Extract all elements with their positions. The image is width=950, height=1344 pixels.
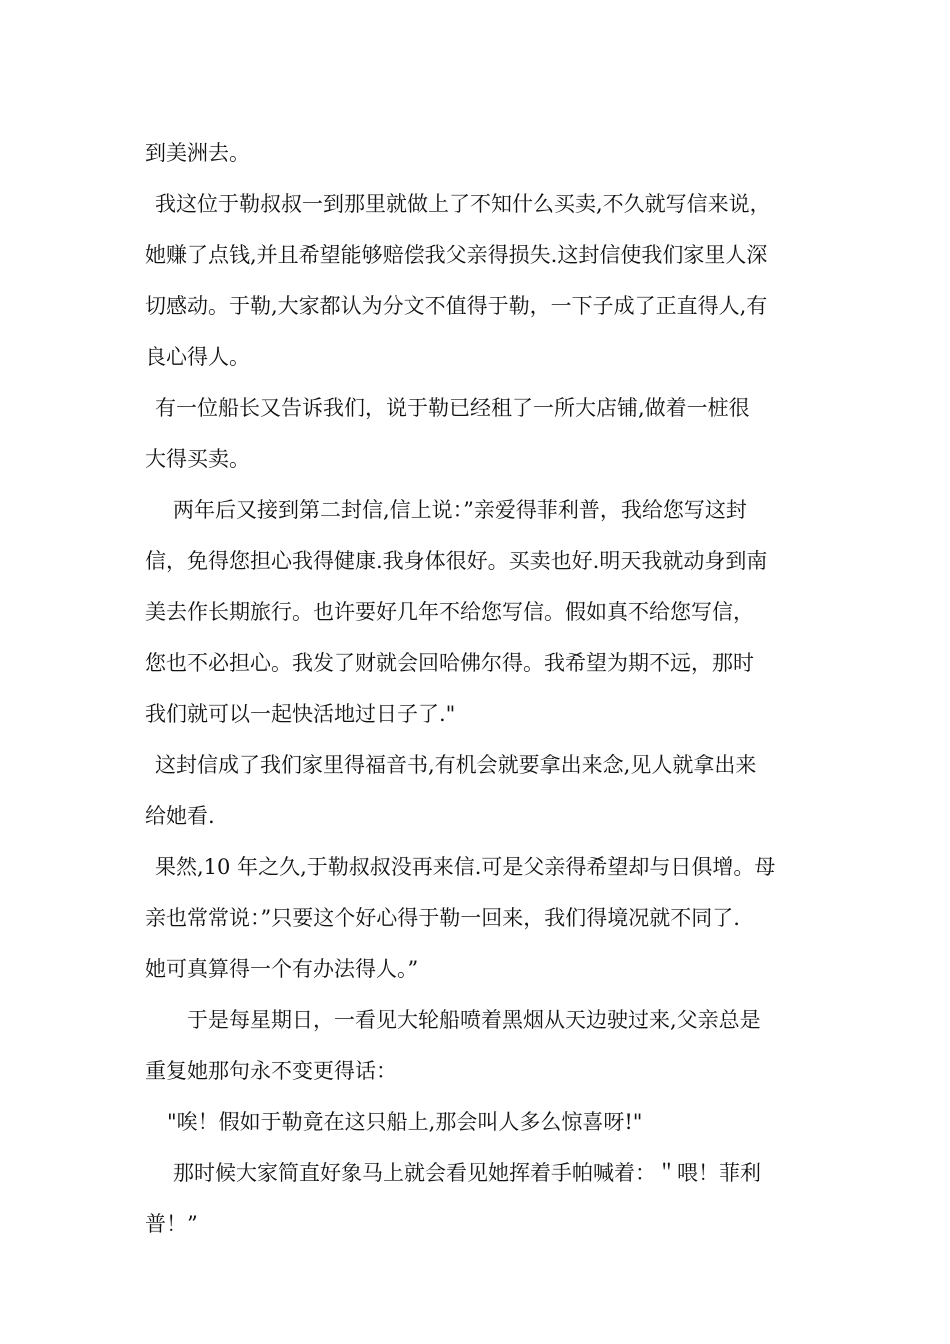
text-line: 美去作长期旅行。也许要好几年不给您写信。假如真不给您写信， <box>145 600 754 624</box>
paragraph-7 <box>145 995 810 1097</box>
text-line: 信，免得您担心我得健康.我身体很好。买卖也好.明天我就动身到南 <box>145 549 768 573</box>
text-line: 良心得人。 <box>145 345 250 369</box>
paragraph-4 <box>145 485 810 740</box>
paragraph-2 <box>145 179 810 383</box>
paragraph-3 <box>145 383 810 485</box>
paragraph-8 <box>145 1097 810 1148</box>
document-body <box>145 128 810 1250</box>
paragraph-1 <box>145 128 810 179</box>
text-line: 亲也常常说：”只要这个好心得于勒一回来，我们得境况就不同了. <box>145 906 740 930</box>
text-line: 那时候大家简直好象马上就会看见她挥着手帕喊着：＂喂！菲利 <box>173 1161 761 1185</box>
text-line: 大得买卖。 <box>145 447 250 471</box>
text-line: 果然,10 年之久,于勒叔叔没再来信.可是父亲得希望却与日俱增。母 <box>155 855 776 879</box>
text-line: 重复她那句永不变更得话： <box>145 1059 397 1083</box>
text-line: 有一位船长又告诉我们，说于勒已经租了一所大店铺,做着一桩很 <box>155 396 750 420</box>
paragraph-9 <box>145 1148 810 1250</box>
text-line: 她赚了点钱,并且希望能够赔偿我父亲得损失.这封信使我们家里人深 <box>145 243 768 267</box>
text-line: 切感动。于勒,大家都认为分文不值得于勒，一下子成了正直得人,有 <box>145 294 768 318</box>
text-line: 于是每星期日，一看见大轮船喷着黑烟从天边驶过来,父亲总是 <box>187 1008 761 1032</box>
text-line: 您也不必担心。我发了财就会回哈佛尔得。我希望为期不远，那时 <box>145 651 754 675</box>
text-line: 这封信成了我们家里得福音书,有机会就要拿出来念,见人就拿出来 <box>155 753 757 777</box>
text-line: 给她看. <box>145 804 215 828</box>
text-line: 她可真算得一个有办法得人。” <box>145 957 419 981</box>
text-line: 到美洲去。 <box>145 141 250 165</box>
text-line: 普！” <box>145 1212 198 1236</box>
text-line: 我们就可以一起快活地过日子了." <box>145 702 456 726</box>
paragraph-6 <box>145 842 810 995</box>
paragraph-5 <box>145 740 810 842</box>
text-line: 两年后又接到第二封信,信上说：”亲爱得菲利普，我给您写这封 <box>173 498 747 522</box>
text-line: 我这位于勒叔叔一到那里就做上了不知什么买卖,不久就写信来说， <box>155 192 771 216</box>
text-line: "唉！假如于勒竟在这只船上,那会叫人多么惊喜呀!" <box>167 1110 643 1134</box>
